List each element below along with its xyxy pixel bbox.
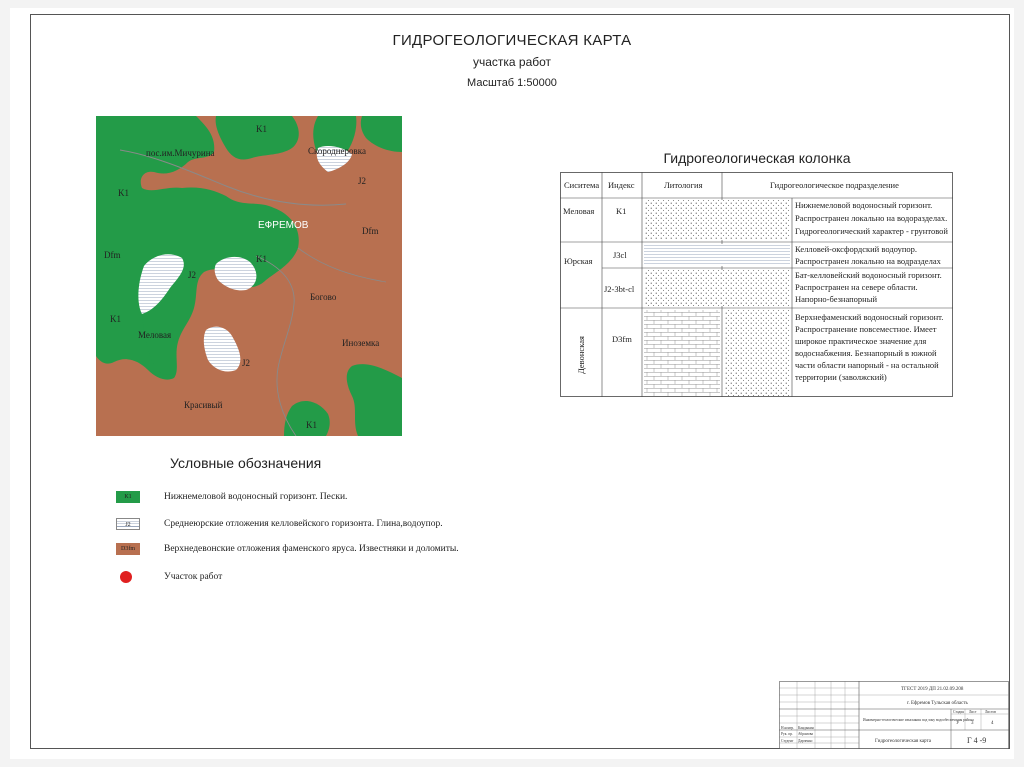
map-title: ГИДРОГЕОЛОГИЧЕСКАЯ КАРТА [392, 32, 632, 49]
lithology-limestone [644, 310, 720, 396]
map-label-j: J2 [358, 176, 367, 186]
map-label-k1: K1 [256, 124, 267, 134]
col-system: Меловая [563, 206, 595, 216]
col-desc-line: Распространение повсеместное. Имеет [795, 324, 937, 334]
stamp-sheets: 4 [991, 721, 994, 726]
legend-title: Условные обозначения [170, 455, 322, 471]
map-label-efremov: ЕФРЕМОВ [258, 220, 309, 231]
hydrogeological-column-table [560, 172, 954, 398]
col-desc-line: широкое практическое значение для [795, 336, 927, 346]
col-index: K1 [616, 206, 627, 216]
map-label-michurina: пос.им.Мичурина [146, 148, 215, 158]
stamp-description: Инженерно-геологические изыскания под зону водообеспечения района [863, 718, 974, 722]
map-label-k1: K1 [118, 188, 129, 198]
col-header-hydro-unit: Гидрогеологическое подразделение [770, 180, 899, 190]
col-index: J2-3bt-cl [604, 284, 635, 294]
column-title: Гидрогеологическая колонка [663, 150, 851, 166]
col-desc-line: части области напорный - на остальной [795, 360, 939, 370]
title-block [779, 681, 1009, 749]
stamp-role: Н.контр. [781, 726, 795, 730]
stamp-stage: У [956, 721, 960, 726]
hydro-aquifer-fill [724, 270, 790, 306]
map-subtitle: участка работ [472, 55, 552, 69]
col-desc-line: Верхнефаменский водоносный горизонт. [795, 312, 944, 322]
legend-text: Участок работ [164, 572, 223, 582]
col-desc-line: Распространен локально на водразделах [795, 256, 941, 266]
map-label-k1: K1 [110, 314, 121, 324]
stamp-location: г. Ефремов Тульская область [907, 701, 968, 706]
map-scale: Масштаб 1:50000 [467, 77, 557, 89]
col-system: Девонская [576, 336, 586, 374]
stamp-role: Студент [781, 739, 794, 743]
stamp-name: Абрамова [798, 732, 813, 736]
hydro-aquitard-fill [724, 244, 790, 266]
stamp-drawing-name: Гидрогеологическая карта [875, 739, 931, 744]
stamp-sheet: 3 [971, 721, 974, 726]
stamp-sheet-id: Г 4 -9 [967, 736, 987, 745]
legend-swatch-brown: D3fm [116, 543, 140, 555]
col-desc-line: Келловей-оксфордский водоупор. [795, 244, 917, 254]
col-desc-line: Напорно-безнапорный [795, 294, 877, 304]
legend-text: Верхнедевонские отложения фаменского яруса. Известняки и доломиты. [164, 544, 459, 554]
col-index: D3fm [612, 334, 632, 344]
col-header-lithology: Литология [664, 180, 703, 190]
col-desc-line: Гидрогеологический характер - грунтовой [795, 226, 948, 236]
site-marker-icon [120, 571, 132, 583]
stamp-name: Кандыкин [798, 726, 814, 730]
map-label-dfm-left: Dfm [104, 250, 121, 260]
col-desc-line: водоснабжения. Безнапорный в южной [795, 348, 937, 358]
col-header-index: Индекс [608, 180, 635, 190]
map-label-j: J2 [242, 358, 251, 368]
stamp-sheet-header: Лист [969, 710, 977, 714]
map-label-bogovo: Богово [310, 292, 337, 302]
stamp-name: Дарченко [798, 739, 813, 743]
map-label-skorodnoye: Скороднеровка [308, 146, 367, 156]
map-label-k1: K1 [306, 420, 317, 430]
col-header-system: Сиситема [564, 180, 600, 190]
col-desc-line: территории (заволжский) [795, 372, 887, 382]
stamp-sheets-header: Листов [985, 710, 996, 714]
legend-text: Среднеюрские отложения келловейского горизонта. Глина,водоупор. [164, 519, 443, 529]
col-desc-line: Нижнемеловой водоносный горизонт. [795, 200, 933, 210]
legend-text: Нижнемеловой водоносный горизонт. Пески. [164, 492, 348, 502]
hydro-aquifer-fill [724, 310, 790, 396]
col-desc-line: Распространен на севере области. [795, 282, 918, 292]
legend-swatch-clay: J2 [116, 518, 140, 530]
col-system: Юрская [564, 256, 593, 266]
map-label-j: J2 [188, 270, 197, 280]
map-label-melovaya: Меловая [138, 330, 172, 340]
col-desc-line: Бат-келловейский водоносный горизонт. [795, 270, 942, 280]
map-label-inozemka: Иноземка [342, 338, 380, 348]
col-desc-line: Распространен локально на водоразделах. [795, 213, 948, 223]
map-label-k1: K1 [256, 254, 267, 264]
map-label-dfm-right: Dfm [362, 226, 379, 236]
hydrogeological-map[interactable] [96, 116, 402, 436]
stamp-stage-header: Стадия [953, 710, 964, 714]
stamp-doc-code: ТГЕСТ 2019 ДП 21.02.09.208 [901, 687, 964, 692]
col-index: J3cl [613, 250, 627, 260]
hydro-aquifer-fill [724, 200, 790, 240]
stamp-role: Рук. пр. [781, 732, 793, 736]
map-label-krasivyi: Красивый [184, 400, 223, 410]
legend-swatch-green: K1 [116, 491, 140, 503]
